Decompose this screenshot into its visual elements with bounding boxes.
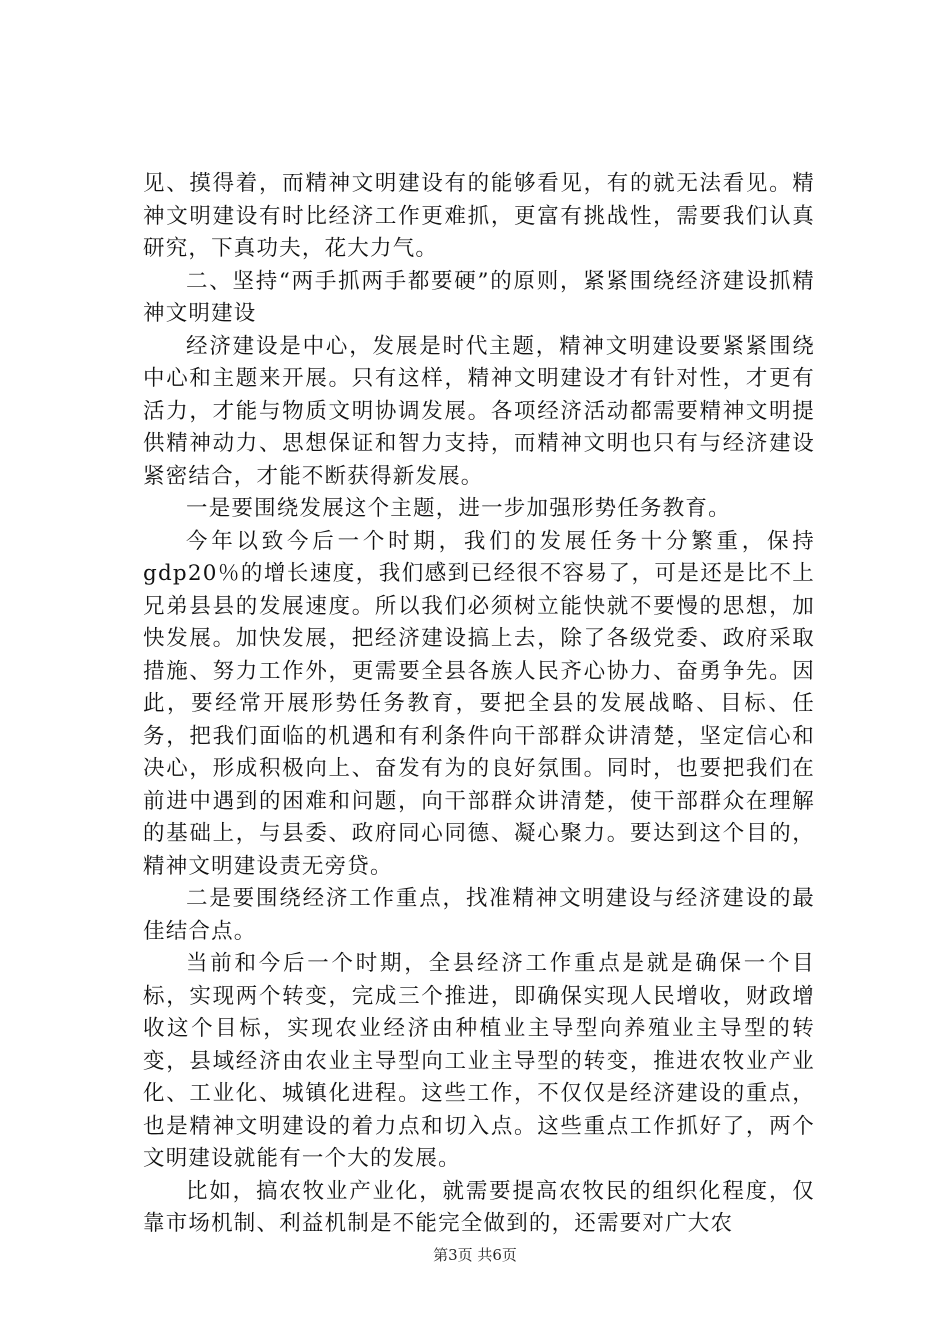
paragraph: 见、摸得着，而精神文明建设有的能够看见，有的就无法看见。精神文明建设有时比经济工作更难抓，更富有挑战性，需要我们认真研究，下真功夫，花大力气。 — [143, 171, 815, 261]
paragraph: 比如，搞农牧业产业化，就需要提高农牧民的组织化程度，仅靠市场机制、利益机制是不能完全做到的，还需要对广大农 — [143, 1178, 815, 1236]
paragraph: 经济建设是中心，发展是时代主题，精神文明建设要紧紧围绕中心和主题来开展。只有这样，精神文明建设才有针对性，才更有活力，才能与物质文明协调发展。各项经济活动都需要精神文明提供精神动力、思想保证和智力支持，而精神文明也只有与经济建设紧密结合，才能不断获得新发展。 — [143, 333, 815, 489]
subheading: 一是要围绕发展这个主题，进一步加强形势任务教育。 — [186, 496, 731, 521]
subheading: 二是要围绕经济工作重点，找准精神文明建设与经济建设的最佳结合点。 — [143, 886, 815, 944]
page-footer: 第3页 共6页 — [433, 1246, 517, 1264]
document-body — [143, 168, 815, 1241]
paragraph: 今年以致今后一个时期，我们的发展任务十分繁重，保持gdp20％的增长速度，我们感到已经很不容易了，可是还是比不上兄弟县县的发展速度。所以我们必须树立能快就不要慢的思想，加快发展。加快发展，把经济建设搞上去，除了各级党委、政府采取措施、努力工作外，更需要全县各族人民齐心协力、奋勇争先。因此，要经常开展形势任务教育，要把全县的发展战略、目标、任务，把我们面临的机遇和有利条件向干部群众讲清楚，坚定信心和决心，形成积极向上、奋发有为的良好氛围。同时，也要把我们在前进中遇到的困难和问题，向干部群众讲清楚，使干部群众在理解的基础上，与县委、政府同心同德、凝心聚力。要达到这个目的，精神文明建设责无旁贷。 — [143, 528, 815, 879]
section-heading: 二、坚持“两手抓两手都要硬”的原则，紧紧围绕经济建设抓精神文明建设 — [143, 268, 815, 326]
paragraph: 当前和今后一个时期，全县经济工作重点是就是确保一个目标，实现两个转变，完成三个推进，即确保实现人民增收，财政增收这个目标，实现农业经济由种植业主导型向养殖业主导型的转变，县域经济由农业主导型向工业主导型的转变，推进农牧业产业化、工业化、城镇化进程。这些工作，不仅仅是经济建设的重点，也是精神文明建设的着力点和切入点。这些重点工作抓好了，两个文明建设就能有一个大的发展。 — [143, 951, 815, 1171]
